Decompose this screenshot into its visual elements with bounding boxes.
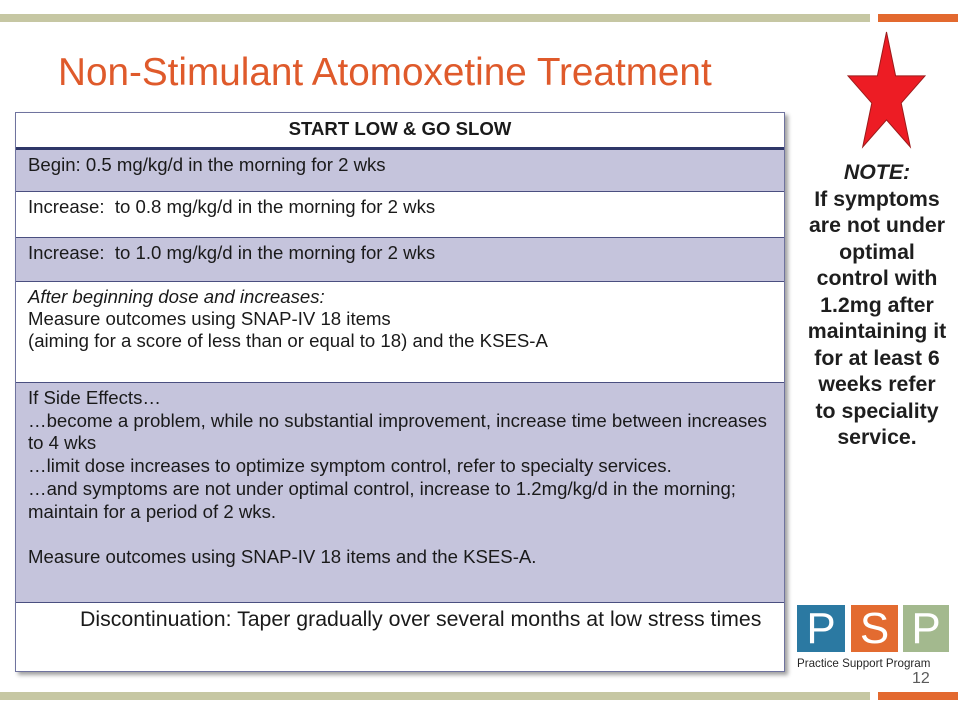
note-line: weeks refer xyxy=(818,372,936,396)
row-text: Discontinuation: Taper gradually over several months at low stress times xyxy=(80,607,762,631)
blank-line xyxy=(28,523,776,546)
row-text: …become a problem, while no substantial improvement, increase time between increases xyxy=(28,409,767,431)
star-icon xyxy=(845,28,929,152)
row-subheading: After beginning dose and increases: xyxy=(28,286,325,307)
row-discontinuation xyxy=(16,603,784,671)
bottom-accent-bar-orange xyxy=(878,692,958,700)
slide-title: Non-Stimulant Atomoxetine Treatment xyxy=(58,51,712,94)
row-subheading: If Side Effects… xyxy=(28,387,161,408)
page-number: 12 xyxy=(912,670,930,687)
note-callout xyxy=(796,159,958,451)
row-text: …and symptoms are not under optimal control, increase to 1.2mg/kg/d in the morning; xyxy=(28,477,736,499)
note-line: control with xyxy=(816,266,938,290)
note-line: If symptoms xyxy=(814,186,940,211)
table-header: START LOW & GO SLOW xyxy=(16,113,784,150)
top-accent-bar xyxy=(0,14,870,22)
row-text: maintain for a period of 2 wks. xyxy=(28,500,277,522)
note-line: optimal xyxy=(839,239,915,264)
top-accent-bar-orange xyxy=(878,14,958,22)
note-line: 1.2mg after xyxy=(820,292,934,317)
row-text: (aiming for a score of less than or equal to 18) and the KSES-A xyxy=(28,330,548,351)
logo-caption: Practice Support Program xyxy=(797,657,931,670)
bottom-accent-bar xyxy=(0,692,870,700)
row-text: Measure outcomes using SNAP-IV 18 items and the KSES-A. xyxy=(28,545,537,567)
note-line: to speciality xyxy=(815,398,939,423)
note-line: maintaining it xyxy=(807,319,947,343)
row-text: Increase: to 1.0 mg/kg/d in the morning for 2 wks xyxy=(28,242,436,263)
row-first-increase xyxy=(16,192,784,238)
note-heading: NOTE: xyxy=(843,160,911,184)
logo-letter-s-orange: S xyxy=(851,605,898,652)
note-line: for at least 6 xyxy=(814,345,940,370)
row-side-effects xyxy=(16,383,784,603)
row-text: …limit dose increases to optimize symptom control, refer to specialty services. xyxy=(28,455,672,477)
row-text: Increase: to 0.8 mg/kg/d in the morning for 2 wks xyxy=(28,196,436,217)
row-text: Measure outcomes using SNAP-IV 18 items xyxy=(28,308,391,329)
row-second-increase xyxy=(16,238,784,282)
row-outcome-measures xyxy=(16,282,784,383)
row-text: to 4 wks xyxy=(28,432,97,454)
logo-letter-p-blue: P xyxy=(797,605,845,652)
note-line: service. xyxy=(837,425,917,449)
star-shape xyxy=(848,32,925,147)
dosing-table xyxy=(15,112,785,672)
row-begin-dose xyxy=(16,150,784,192)
logo-letter-p-green: P xyxy=(903,605,949,652)
note-line: are not under xyxy=(808,213,946,237)
row-text: Begin: 0.5 mg/kg/d in the morning for 2 wks xyxy=(28,154,386,175)
